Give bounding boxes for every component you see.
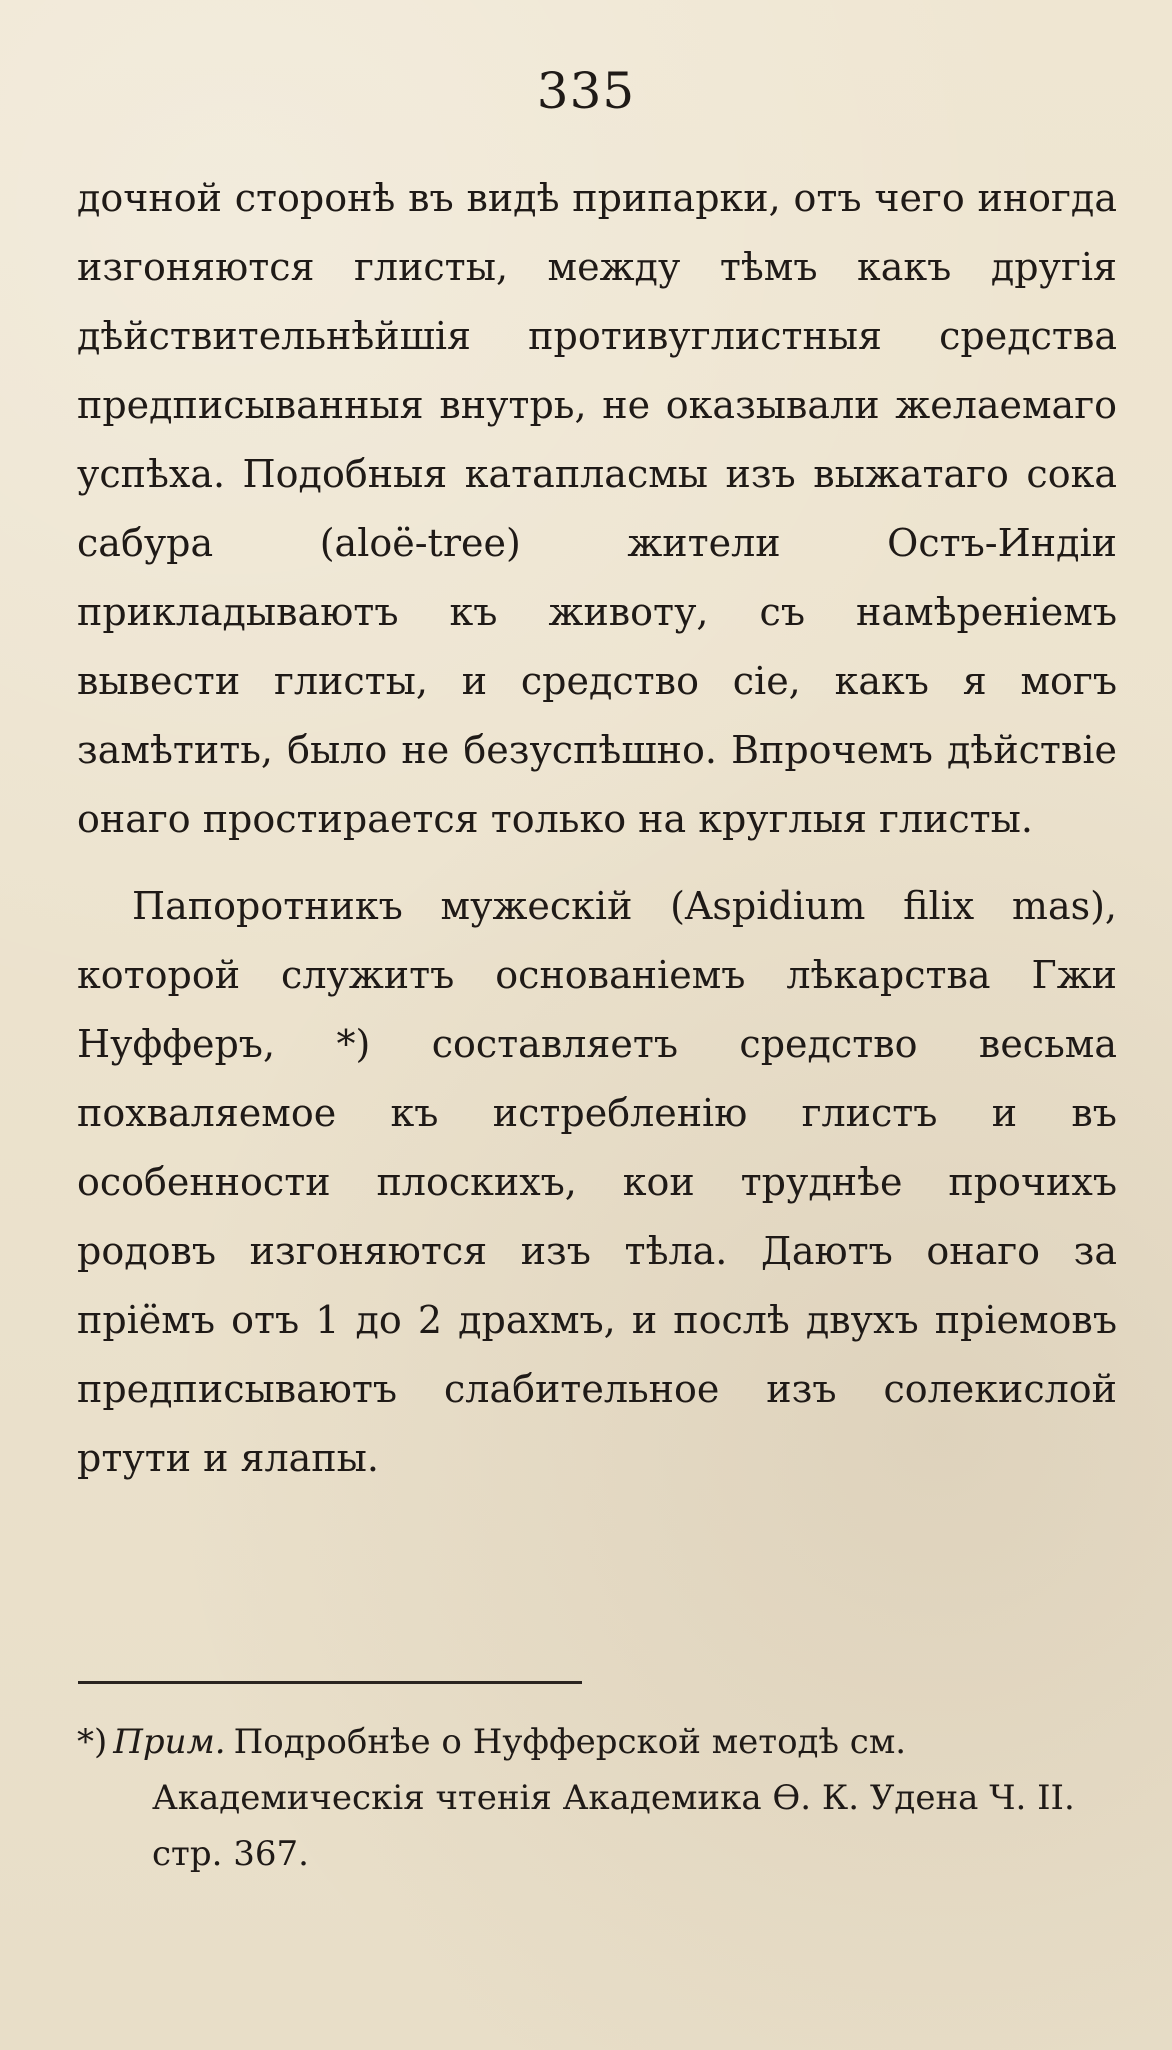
page-number: 335 [536,62,636,120]
footnote-label: Прим. [113,1722,226,1762]
paragraph-1: дочной сторонѣ въ видѣ припарки, отъ чего иногда изгоняются глисты, между тѣмъ какъ другія дѣйствительнѣйшія противуглистныя средства предписыванныя внутрь, не оказывали желаемаго успѣха. Подобныя катапласмы изъ выжатаго сока сабура (aloë-tree) жители Остъ-Индіи прикладываютъ къ животу, съ намѣреніемъ вывести глисты, и средство сіе, какъ я могъ замѣтить, было не безуспѣшно. Впрочемъ дѣйствіе онаго простирается только на круглыя глисты. [77,176,1117,841]
main-text [77,164,1117,1493]
footnote-text-line-2: Академическія чтенія Академика Ѳ. К. Удена Ч. II. стр. 367. [152,1778,1075,1874]
footnote-marker: *) [77,1722,108,1762]
footnote-text-line-1: Подробнѣе о Нуфферской методѣ см. [233,1722,907,1762]
footnote [77,1714,1117,1882]
footnote-separator [78,1681,582,1684]
paragraph-2: Папоротникъ мужескій (Aspidium filix mas), которой служитъ основаніемъ лѣкарства Гжи Нуфферъ, *) составляетъ средство весьма похваляемое къ истребленію глистъ и въ особенности плоскихъ, кои труднѣе прочихъ родовъ изгоняются изъ тѣла. Даютъ онаго за пріёмъ отъ 1 до 2 драхмъ, и послѣ двухъ пріемовъ предписываютъ слабительное изъ солекислой ртути и ялапы. [77,884,1117,1480]
